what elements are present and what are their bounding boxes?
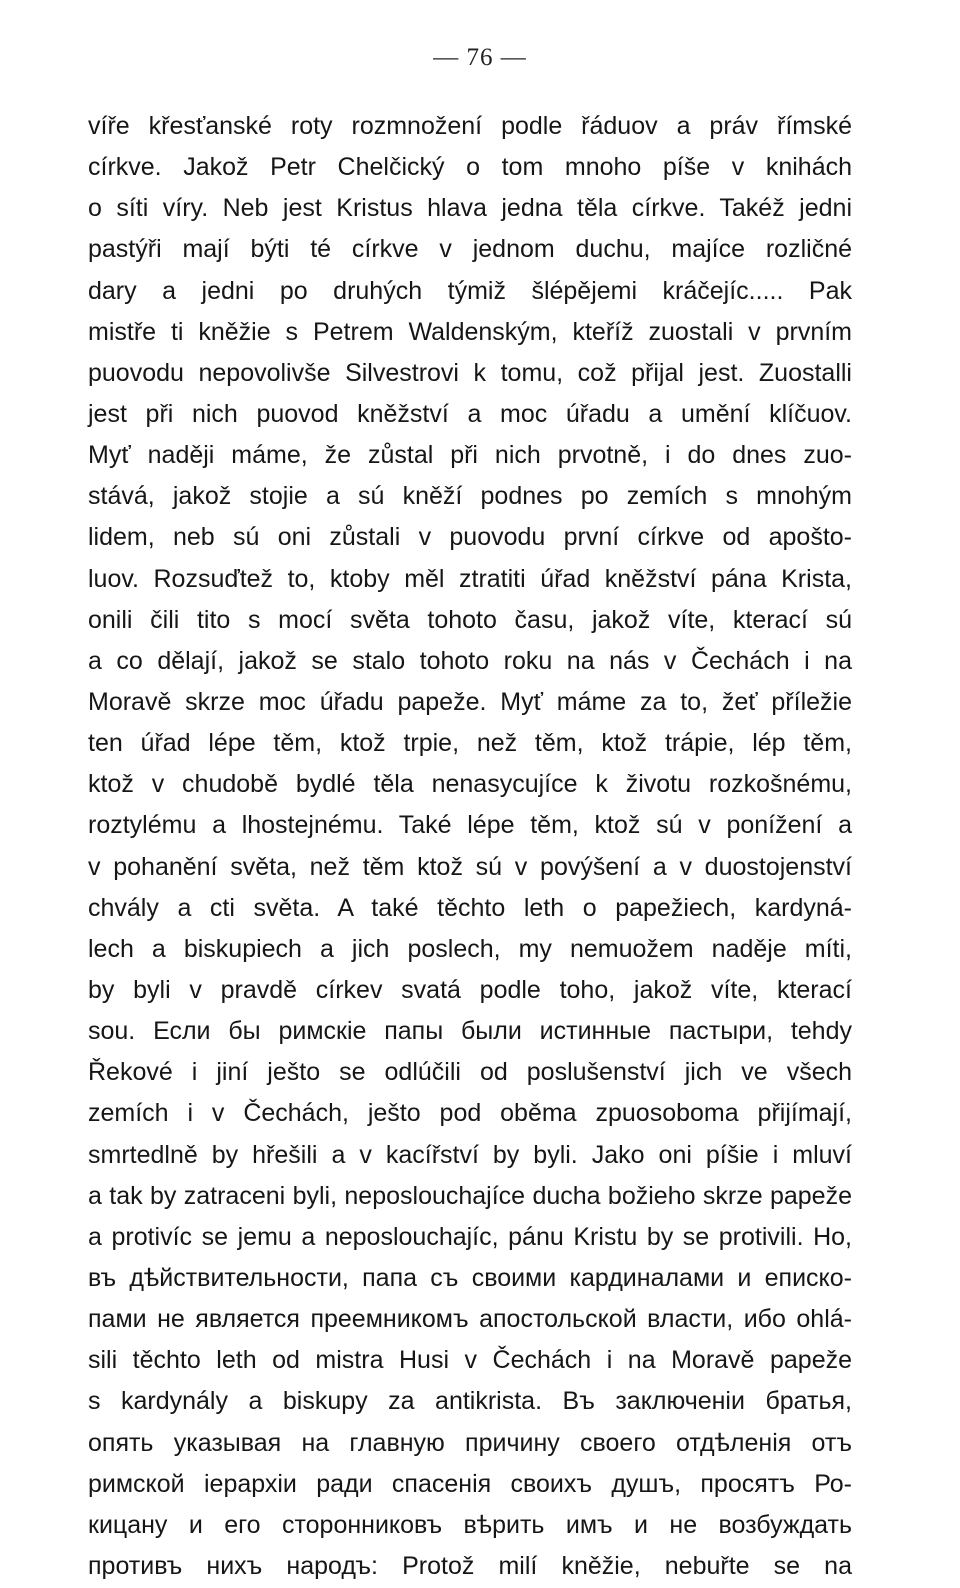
text-line: противъ нихъ народъ: Protož milí kněžie, nebuřte se na <box>88 1551 852 1580</box>
text-line: v pohanění světa, než těm ktož sú v povýšení a v duostojenství <box>88 852 852 881</box>
text-line: опять указывая на главную причину своего отдѣленія отъ <box>88 1428 852 1457</box>
text-line: пами не является преемникомъ апостольской власти, ибо ohlá- <box>88 1305 852 1334</box>
text-line: by byli v pravdě církev svatá podle toho, jakož víte, kterací <box>88 975 852 1004</box>
text-line: ten úřad lépe těm, ktož trpie, než těm, ktož trápie, lép těm, <box>88 729 852 758</box>
text-line: Moravě skrze moc úřadu papeže. Myť máme za to, žeť příležie <box>88 687 852 716</box>
text-line: Řekové i jiní ješto se odlúčili od poslušenství jich ve všech <box>88 1058 852 1087</box>
text-line: a tak by zatraceni byli, neposlouchajíce ducha božieho skrze papeže <box>88 1181 852 1210</box>
text-line: sili těchto leth od mistra Husi v Čechách i na Moravě papeže <box>88 1346 852 1375</box>
text-line: o síti víry. Neb jest Kristus hlava jedna těla církve. Takéž jedni <box>88 194 852 223</box>
text-line: mistře ti kněžie s Petrem Waldenským, kteříž zuostali v prvním <box>88 317 852 346</box>
text-line: pastýři mají býti té církve v jednom duchu, majíce rozličné <box>88 235 852 264</box>
text-line: ktož v chudobě bydlé těla nenasycujíce k životu rozkošnému, <box>88 770 852 799</box>
text-line: sou. Если бы римскіе папы были истинные пастыри, tehdy <box>88 1017 852 1046</box>
text-line: smrtedlně by hřešili a v kacířství by byli. Jako oni píšie i mluví <box>88 1140 852 1169</box>
text-line: a co dělají, jakož se stalo tohoto roku na nás v Čechách i na <box>88 646 852 675</box>
text-line: roztylému a lhostejnému. Také lépe těm, ktož sú v ponížení a <box>88 811 852 840</box>
text-line: církve. Jakož Petr Chelčický o tom mnoho píše v knihách <box>88 153 852 182</box>
text-line: stává, jakož stojie a sú kněží podnes po zemích s mnohým <box>88 482 852 511</box>
text-line: jest při nich puovod kněžství a moc úřadu a umění klíčuov. <box>88 399 852 428</box>
body-text <box>88 106 852 1587</box>
text-line: onili čili tito s mocí světa tohoto času, jakož víte, kterací sú <box>88 605 852 634</box>
text-line: Myť naději máme, že zůstal při nich prvotně, i do dnes zuo- <box>88 441 852 470</box>
text-line: luov. Rozsuďtež to, ktoby měl ztratiti úřad kněžství pána Krista, <box>88 564 852 593</box>
page-number: — 76 — <box>433 44 527 71</box>
text-line: víře křesťanské roty rozmnožení podle řáduov a práv římské <box>88 112 852 140</box>
text-line: a protivíc se jemu a neposlouchajíc, pánu Kristu by se protivili. Но, <box>88 1222 852 1251</box>
text-line: кицану и его сторонниковъ вѣрить имъ и не возбуждать <box>88 1510 852 1539</box>
text-line: въ дѣйствительности, папа съ своими кардиналами и еписко- <box>88 1263 852 1292</box>
text-line: chvály a cti světa. A také těchto leth o papežiech, kardyná- <box>88 893 852 922</box>
text-line: dary a jedni po druhých týmiž šlépějemi kráčejíc..... Pak <box>88 276 852 305</box>
text-line: lech a biskupiech a jich poslech, my nemuožem naděje míti, <box>88 934 852 963</box>
text-line: s kardynály a biskupy za antikrista. Въ заключенiи братья, <box>88 1387 852 1416</box>
text-line: zemích i v Čechách, ješto pod oběma zpuosoboma přijímají, <box>88 1099 852 1128</box>
text-line: lidem, neb sú oni zůstali v puovodu první církve od apošto- <box>88 523 852 552</box>
text-line: римской іерархіи ради спасенія своихъ душъ, просятъ Ро- <box>88 1469 852 1498</box>
text-line: puovodu nepovolivše Silvestrovi k tomu, což přijal jest. Zuostalli <box>88 358 852 387</box>
